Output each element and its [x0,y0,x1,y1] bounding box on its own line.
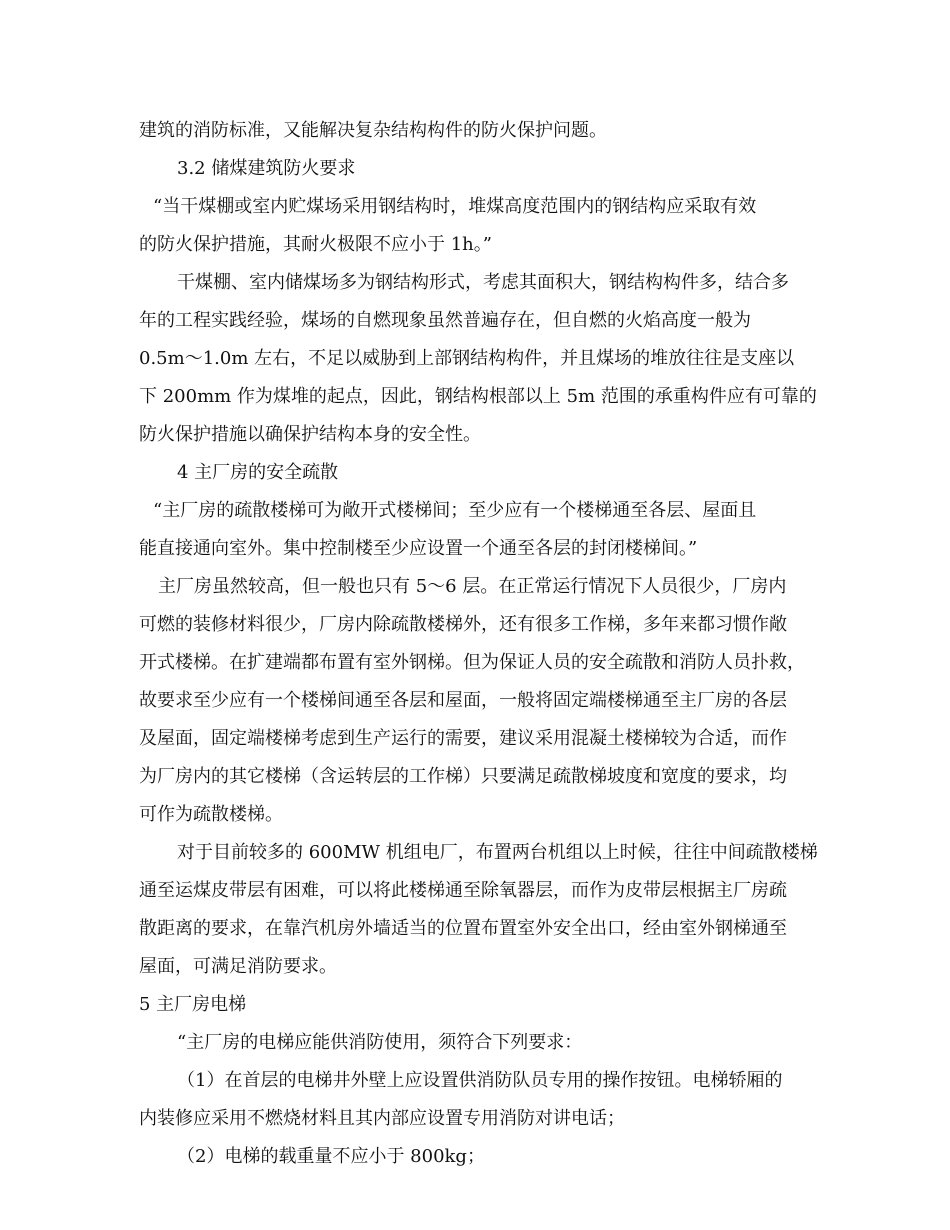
section-heading: 5 主厂房电梯 [139,994,247,1015]
text-line: “主厂房的电梯应能供消防使用，须符合下列要求： [177,1032,583,1053]
text-line: 内装修应采用不燃烧材料且其内部应设置专用消防对讲电话； [139,1108,625,1129]
text-line: 为厂房内的其它楼梯（含运转层的工作梯）只要满足疏散梯坡度和宽度的要求，均 [139,766,787,787]
text-line: 可燃的装修材料很少，厂房内除疏散楼梯外，还有很多工作梯，多年来都习惯作敞 [139,614,787,635]
text-line: 通至运煤皮带层有困难，可以将此楼梯通至除氧器层，而作为皮带层根据主厂房疏 [139,880,787,901]
text-line: “当干煤棚或室内贮煤场采用钢结构时，堆煤高度范围内的钢结构应采取有效 [153,196,757,217]
text-line: 干煤棚、室内储煤场多为钢结构形式，考虑其面积大，钢结构构件多，结合多 [177,272,789,293]
text-line: 故要求至少应有一个楼梯间通至各层和屋面，一般将固定端楼梯通至主厂房的各层 [139,690,787,711]
text-line: 防火保护措施以确保护结构本身的安全性。 [139,424,481,445]
text-line: 开式楼梯。在扩建端都布置有室外钢梯。但为保证人员的安全疏散和消防人员扑救， [139,652,805,673]
text-line: 可作为疏散楼梯。 [139,804,283,825]
text-line: 能直接通向室外。集中控制楼至少应设置一个通至各层的封闭楼梯间。” [139,538,698,559]
text-line: （2）电梯的载重量不应小于 800kg； [177,1146,485,1167]
section-heading: 3.2 储煤建筑防火要求 [177,158,356,179]
text-line: 的防火保护措施，其耐火极限不应小于 1h。” [139,234,492,255]
text-line: 下 200mm 作为煤堆的起点，因此，钢结构根部以上 5m 范围的承重构件应有可靠的 [139,386,817,407]
text-line: 屋面，可满足消防要求。 [139,956,337,977]
text-line: 建筑的消防标准，又能解决复杂结构构件的防火保护问题。 [139,120,607,141]
text-line: 主厂房虽然较高，但一般也只有 5～6 层。在正常运行情况下人员很少，厂房内 [158,576,787,597]
text-line: “主厂房的疏散楼梯可为敞开式楼梯间；至少应有一个楼梯通至各层、屋面且 [153,500,757,521]
text-line: （1）在首层的电梯井外壁上应设置供消防队员专用的操作按钮。电梯轿厢的 [177,1070,783,1091]
text-line: 年的工程实践经验，煤场的自燃现象虽然普遍存在，但自燃的火焰高度一般为 [139,310,751,331]
section-heading: 4 主厂房的安全疏散 [177,462,339,483]
text-line: 散距离的要求，在靠汽机房外墙适当的位置布置室外安全出口，经由室外钢梯通至 [139,918,787,939]
text-line: 对于目前较多的 600MW 机组电厂，布置两台机组以上时候，往往中间疏散楼梯 [177,842,818,863]
text-line: 0.5m～1.0m 左右，不足以威胁到上部钢结构构件，并且煤场的堆放往往是支座以 [139,348,795,369]
text-line: 及屋面，固定端楼梯考虑到生产运行的需要，建议采用混凝土楼梯较为合适，而作 [139,728,787,749]
